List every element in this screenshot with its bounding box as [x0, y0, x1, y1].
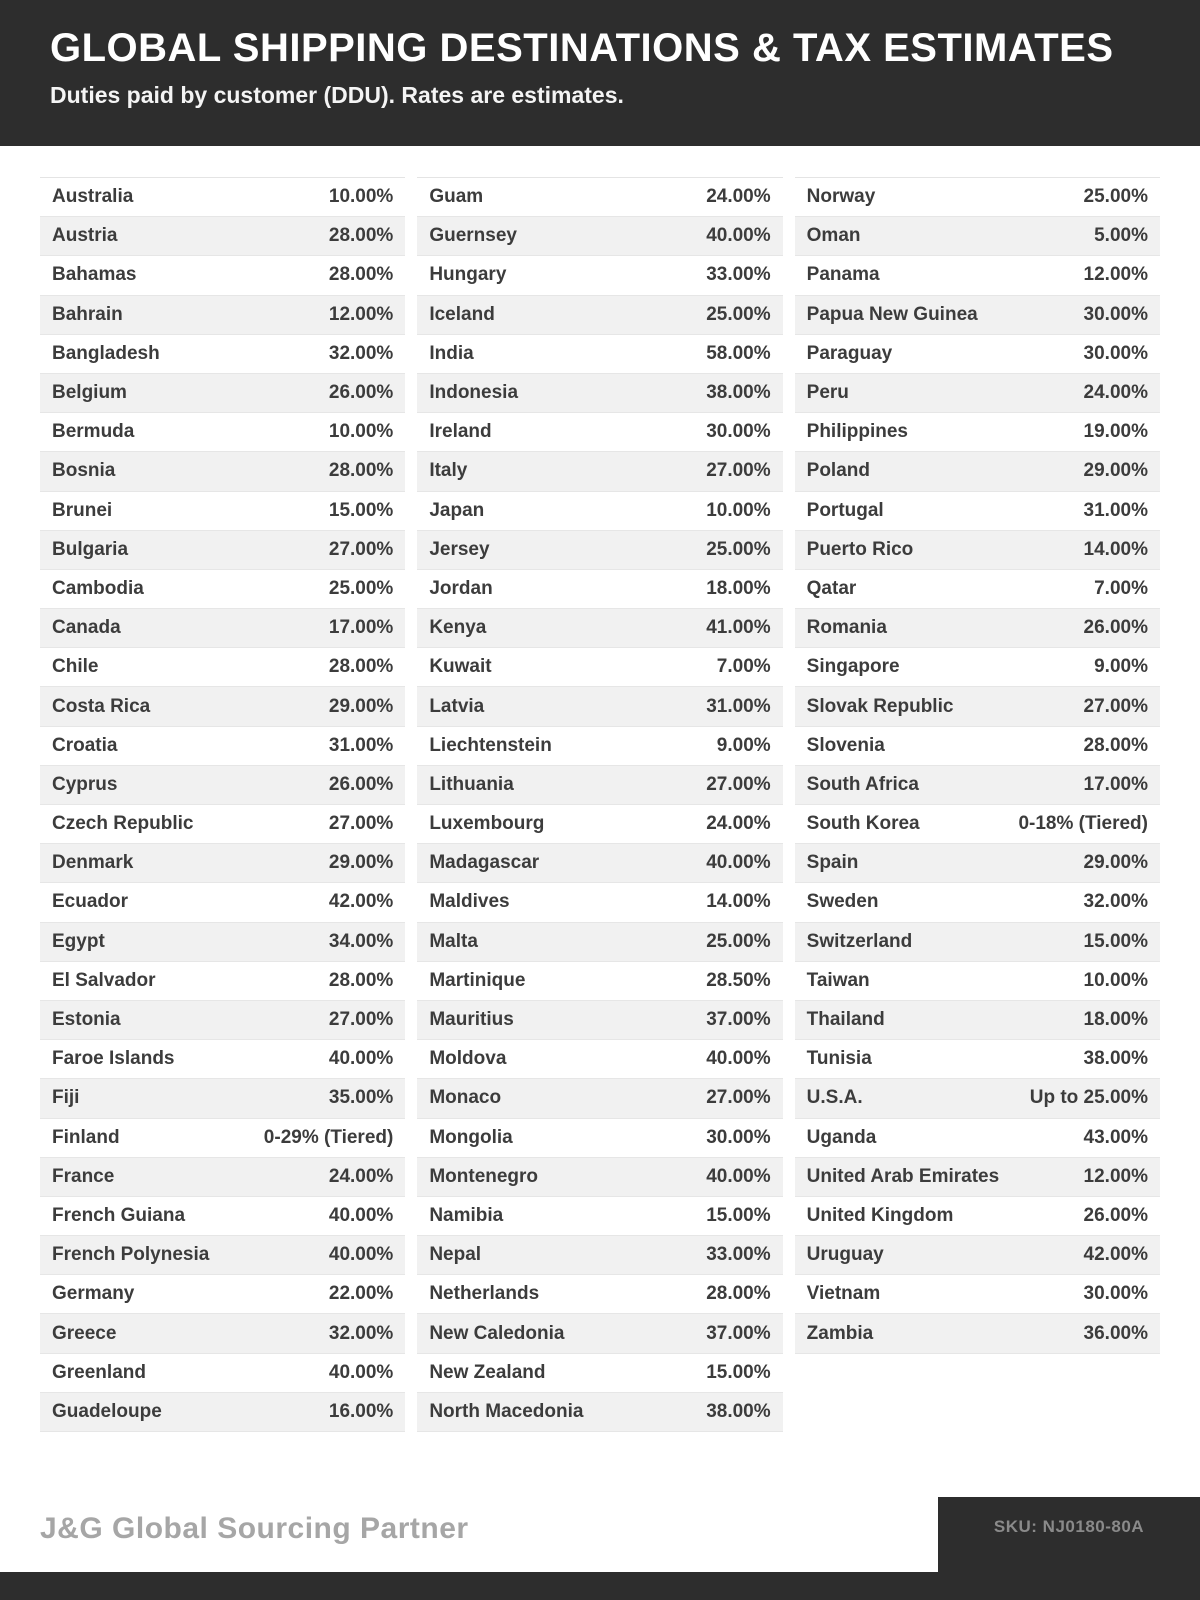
country-label: Luxembourg [429, 813, 545, 835]
rate-value: 32.00% [328, 342, 394, 364]
country-label: Norway [806, 186, 876, 208]
country-label: United Kingdom [806, 1204, 954, 1226]
table-row [417, 766, 782, 805]
table-row [795, 452, 1160, 491]
table-row [40, 1001, 405, 1040]
table-row [417, 413, 782, 452]
country-label: Poland [806, 460, 870, 482]
country-label: Latvia [429, 695, 485, 717]
country-label: Montenegro [429, 1165, 539, 1187]
table-row [795, 727, 1160, 766]
country-label: Hungary [429, 264, 507, 286]
rate-value: 7.00% [716, 656, 771, 678]
country-label: Martinique [429, 969, 526, 991]
country-label: Faroe Islands [52, 1048, 175, 1070]
table-row [40, 1393, 405, 1432]
rate-value: 26.00% [328, 773, 394, 795]
rate-value: 12.00% [1083, 264, 1148, 286]
rate-value: 38.00% [706, 382, 771, 404]
country-label: Bermuda [52, 421, 135, 443]
rate-value: 10.00% [328, 421, 394, 443]
table-row [40, 1275, 405, 1314]
table-row [795, 962, 1160, 1001]
rate-value: 19.00% [1083, 421, 1148, 443]
table-row [40, 570, 405, 609]
country-label: Greenland [52, 1361, 146, 1383]
country-label: Japan [429, 499, 485, 521]
table-row [417, 1354, 782, 1393]
country-label: Namibia [429, 1204, 504, 1226]
rate-value: 0-18% (Tiered) [1018, 813, 1148, 835]
rate-value: 27.00% [706, 1087, 771, 1109]
country-label: Slovak Republic [806, 695, 954, 717]
rate-value: 10.00% [1083, 969, 1148, 991]
country-label: Australia [52, 186, 134, 208]
table-row [795, 1119, 1160, 1158]
rate-column [417, 177, 782, 1432]
header-banner [0, 0, 1200, 146]
table-row [417, 1393, 782, 1432]
table-row [40, 962, 405, 1001]
country-label: Taiwan [806, 969, 870, 991]
table-row [795, 492, 1160, 531]
table-row [40, 492, 405, 531]
country-label: Uruguay [806, 1244, 884, 1266]
table-row [417, 570, 782, 609]
rate-column [795, 177, 1160, 1354]
rate-value: 40.00% [328, 1244, 394, 1266]
country-label: Sweden [806, 891, 879, 913]
table-row [40, 1314, 405, 1353]
table-row [417, 296, 782, 335]
bottom-bar [0, 1572, 1200, 1600]
table-row [40, 1197, 405, 1236]
table-row [417, 609, 782, 648]
table-row [40, 1079, 405, 1118]
rate-value: 28.00% [328, 656, 394, 678]
table-row [795, 178, 1160, 217]
rate-value: 35.00% [328, 1087, 394, 1109]
rate-value: 17.00% [1083, 773, 1148, 795]
rate-value: 30.00% [706, 1126, 771, 1148]
rate-value: 25.00% [1083, 186, 1148, 208]
rate-value: 26.00% [328, 382, 394, 404]
country-label: Guadeloupe [52, 1400, 162, 1422]
rate-value: 27.00% [1083, 695, 1148, 717]
rate-value: 0-29% (Tiered) [263, 1126, 394, 1148]
rate-value: 28.00% [1083, 734, 1148, 756]
table-row [795, 374, 1160, 413]
rate-value: 16.00% [328, 1400, 394, 1422]
table-row [417, 1079, 782, 1118]
country-label: Vietnam [806, 1283, 881, 1305]
country-label: Canada [52, 617, 121, 639]
table-row [795, 256, 1160, 295]
page-subtitle: Duties paid by customer (DDU). Rates are estimates. [50, 82, 624, 108]
rate-value: 24.00% [328, 1165, 394, 1187]
table-row [795, 1197, 1160, 1236]
table-row [795, 570, 1160, 609]
country-label: South Africa [806, 773, 919, 795]
country-label: Puerto Rico [806, 538, 914, 560]
country-label: Tunisia [806, 1048, 872, 1070]
page-title: GLOBAL SHIPPING DESTINATIONS & TAX ESTIMATES [50, 26, 1114, 70]
rate-value: 24.00% [706, 813, 771, 835]
table-row [795, 923, 1160, 962]
country-label: Philippines [806, 421, 909, 443]
table-row [795, 766, 1160, 805]
rate-value: 30.00% [1083, 303, 1148, 325]
rate-value: 43.00% [1083, 1126, 1148, 1148]
rate-value: 22.00% [328, 1283, 394, 1305]
country-label: South Korea [806, 813, 920, 835]
table-row [417, 962, 782, 1001]
country-label: Panama [806, 264, 880, 286]
country-label: Moldova [429, 1048, 507, 1070]
rate-value: 25.00% [706, 538, 771, 560]
table-row [417, 1001, 782, 1040]
rate-value: 15.00% [328, 499, 394, 521]
rate-value: 31.00% [328, 734, 394, 756]
rate-value: 41.00% [706, 617, 771, 639]
table-row [40, 1119, 405, 1158]
rates-table [40, 177, 1160, 1432]
table-row [795, 1040, 1160, 1079]
country-label: Egypt [52, 930, 105, 952]
rate-value: 27.00% [328, 1009, 394, 1031]
table-row [40, 256, 405, 295]
country-label: Austria [52, 225, 118, 247]
table-row [795, 531, 1160, 570]
country-label: Lithuania [429, 773, 514, 795]
table-row [417, 1158, 782, 1197]
rate-value: 40.00% [706, 225, 771, 247]
rate-value: 30.00% [706, 421, 771, 443]
brand-name: J&G Global Sourcing Partner [40, 1512, 469, 1545]
table-row [795, 1158, 1160, 1197]
country-label: Bosnia [52, 460, 116, 482]
country-label: Slovenia [806, 734, 885, 756]
rate-value: 40.00% [706, 852, 771, 874]
table-row [40, 766, 405, 805]
country-label: Oman [806, 225, 861, 247]
country-label: Cyprus [52, 773, 118, 795]
country-label: Jordan [429, 577, 493, 599]
rate-value: 40.00% [706, 1048, 771, 1070]
country-label: Bulgaria [52, 538, 129, 560]
table-row [40, 883, 405, 922]
table-row [795, 687, 1160, 726]
rate-value: 36.00% [1083, 1322, 1148, 1344]
country-label: Kuwait [429, 656, 492, 678]
rate-value: 32.00% [1083, 891, 1148, 913]
rate-value: 27.00% [706, 773, 771, 795]
table-row [40, 727, 405, 766]
country-label: Bahrain [52, 303, 123, 325]
table-row [795, 1236, 1160, 1275]
rate-column [40, 177, 405, 1432]
country-label: Kenya [429, 617, 487, 639]
rate-value: 29.00% [328, 852, 394, 874]
table-row [40, 413, 405, 452]
rate-value: 28.00% [328, 225, 394, 247]
country-label: Germany [52, 1283, 135, 1305]
country-label: Costa Rica [52, 695, 151, 717]
country-label: Chile [52, 656, 99, 678]
table-row [40, 648, 405, 687]
table-row [417, 178, 782, 217]
country-label: Czech Republic [52, 813, 194, 835]
rate-value: 17.00% [328, 617, 394, 639]
table-row [795, 217, 1160, 256]
table-row [417, 883, 782, 922]
country-label: North Macedonia [429, 1400, 584, 1422]
rate-value: 27.00% [706, 460, 771, 482]
country-label: Guernsey [429, 225, 517, 247]
table-row [40, 609, 405, 648]
rate-value: 38.00% [1083, 1048, 1148, 1070]
table-row [795, 296, 1160, 335]
table-row [417, 648, 782, 687]
table-row [417, 256, 782, 295]
rate-value: 14.00% [1083, 538, 1148, 560]
country-label: Papua New Guinea [806, 303, 978, 325]
country-label: Peru [806, 382, 849, 404]
table-row [795, 1275, 1160, 1314]
country-label: Indonesia [429, 382, 519, 404]
rate-value: 33.00% [706, 264, 771, 286]
rate-value: 42.00% [1083, 1244, 1148, 1266]
country-label: Ireland [429, 421, 492, 443]
table-row [417, 452, 782, 491]
table-row [417, 374, 782, 413]
table-row [795, 1001, 1160, 1040]
country-label: Iceland [429, 303, 495, 325]
table-row [795, 883, 1160, 922]
table-row [40, 374, 405, 413]
table-row [417, 1197, 782, 1236]
country-label: Jersey [429, 538, 490, 560]
table-row [795, 609, 1160, 648]
country-label: Cambodia [52, 577, 144, 599]
table-row [417, 923, 782, 962]
rate-value: 12.00% [328, 303, 394, 325]
rate-value: 40.00% [706, 1165, 771, 1187]
country-label: French Guiana [52, 1204, 186, 1226]
rate-value: 24.00% [706, 186, 771, 208]
table-row [40, 335, 405, 374]
rate-value: 24.00% [1083, 382, 1148, 404]
country-label: Netherlands [429, 1283, 540, 1305]
country-label: Mongolia [429, 1126, 513, 1148]
country-label: Bangladesh [52, 342, 160, 364]
rate-value: 30.00% [1083, 342, 1148, 364]
country-label: Portugal [806, 499, 884, 521]
table-row [795, 844, 1160, 883]
country-label: Belgium [52, 382, 127, 404]
rate-value: 15.00% [706, 1204, 771, 1226]
rate-value: 31.00% [706, 695, 771, 717]
table-row [40, 1158, 405, 1197]
country-label: Mauritius [429, 1009, 514, 1031]
rate-value: 5.00% [1094, 225, 1148, 247]
table-row [795, 648, 1160, 687]
rate-value: 9.00% [716, 734, 771, 756]
table-row [40, 805, 405, 844]
rate-value: 28.50% [706, 969, 771, 991]
country-label: Spain [806, 852, 859, 874]
table-row [40, 217, 405, 256]
rate-value: 7.00% [1094, 577, 1148, 599]
country-label: Bahamas [52, 264, 137, 286]
country-label: France [52, 1165, 115, 1187]
country-label: Brunei [52, 499, 113, 521]
table-row [417, 1119, 782, 1158]
country-label: India [429, 342, 474, 364]
country-label: Romania [806, 617, 887, 639]
country-label: Liechtenstein [429, 734, 552, 756]
table-row [417, 727, 782, 766]
country-label: Fiji [52, 1087, 80, 1109]
rate-value: 37.00% [706, 1322, 771, 1344]
country-label: Qatar [806, 577, 857, 599]
rate-value: 26.00% [1083, 617, 1148, 639]
rate-value: 29.00% [1083, 852, 1148, 874]
rate-value: 18.00% [706, 577, 771, 599]
sku-label: SKU: NJ0180-80A [993, 1517, 1145, 1536]
rate-value: 28.00% [328, 264, 394, 286]
table-row [40, 1236, 405, 1275]
rate-value: 29.00% [328, 695, 394, 717]
rate-value: 34.00% [328, 930, 394, 952]
table-row [417, 492, 782, 531]
country-label: New Caledonia [429, 1322, 565, 1344]
country-label: Denmark [52, 852, 134, 874]
rate-value: 38.00% [706, 1400, 771, 1422]
table-row [795, 335, 1160, 374]
rate-value: 27.00% [328, 538, 394, 560]
country-label: Estonia [52, 1009, 121, 1031]
country-label: U.S.A. [806, 1087, 863, 1109]
country-label: Croatia [52, 734, 118, 756]
table-row [417, 1040, 782, 1079]
rate-value: 15.00% [1083, 930, 1148, 952]
country-label: United Arab Emirates [806, 1165, 1000, 1187]
country-label: Finland [52, 1126, 120, 1148]
table-row [795, 413, 1160, 452]
table-row [40, 1354, 405, 1393]
country-label: Ecuador [52, 891, 129, 913]
country-label: Guam [429, 186, 484, 208]
rate-value: 30.00% [1083, 1283, 1148, 1305]
table-row [417, 687, 782, 726]
rate-value: 9.00% [1094, 656, 1148, 678]
country-label: Zambia [806, 1322, 874, 1344]
rate-value: 37.00% [706, 1009, 771, 1031]
country-label: Thailand [806, 1009, 885, 1031]
table-row [417, 335, 782, 374]
country-label: Italy [429, 460, 468, 482]
country-label: Singapore [806, 656, 900, 678]
rate-value: 31.00% [1083, 499, 1148, 521]
country-label: Switzerland [806, 930, 913, 952]
rate-value: 40.00% [328, 1048, 394, 1070]
table-row [40, 531, 405, 570]
rate-value: 29.00% [1083, 460, 1148, 482]
rate-value: 25.00% [706, 930, 771, 952]
rate-value: 18.00% [1083, 1009, 1148, 1031]
table-row [40, 1040, 405, 1079]
rate-value: 14.00% [706, 891, 771, 913]
table-row [40, 296, 405, 335]
table-row [40, 687, 405, 726]
rate-value: 33.00% [706, 1244, 771, 1266]
country-label: El Salvador [52, 969, 156, 991]
rate-value: 12.00% [1083, 1165, 1148, 1187]
rate-value: 28.00% [328, 460, 394, 482]
table-row [417, 1314, 782, 1353]
country-label: Madagascar [429, 852, 540, 874]
rate-value: 27.00% [328, 813, 394, 835]
table-row [417, 531, 782, 570]
rate-value: 26.00% [1083, 1204, 1148, 1226]
table-row [40, 923, 405, 962]
country-label: French Polynesia [52, 1244, 210, 1266]
rate-value: 40.00% [328, 1361, 394, 1383]
country-label: Nepal [429, 1244, 482, 1266]
country-label: Uganda [806, 1126, 877, 1148]
rate-value: 42.00% [328, 891, 394, 913]
rate-value: 10.00% [706, 499, 771, 521]
rate-value: 58.00% [706, 342, 771, 364]
table-row [40, 844, 405, 883]
rate-value: Up to 25.00% [1029, 1087, 1148, 1109]
country-label: New Zealand [429, 1361, 546, 1383]
country-label: Paraguay [806, 342, 893, 364]
table-row [40, 452, 405, 491]
table-row [795, 1314, 1160, 1353]
rate-value: 10.00% [328, 186, 394, 208]
country-label: Monaco [429, 1087, 502, 1109]
rate-value: 25.00% [328, 577, 394, 599]
country-label: Greece [52, 1322, 117, 1344]
rate-value: 40.00% [328, 1204, 394, 1226]
rate-value: 25.00% [706, 303, 771, 325]
table-row [795, 1079, 1160, 1118]
table-row [795, 805, 1160, 844]
table-row [417, 805, 782, 844]
rate-value: 32.00% [328, 1322, 394, 1344]
table-row [417, 844, 782, 883]
table-row [417, 217, 782, 256]
table-row [40, 178, 405, 217]
table-row [417, 1275, 782, 1314]
country-label: Maldives [429, 891, 510, 913]
rate-value: 28.00% [706, 1283, 771, 1305]
table-row [417, 1236, 782, 1275]
rate-value: 15.00% [706, 1361, 771, 1383]
country-label: Malta [429, 930, 478, 952]
rate-value: 28.00% [328, 969, 394, 991]
